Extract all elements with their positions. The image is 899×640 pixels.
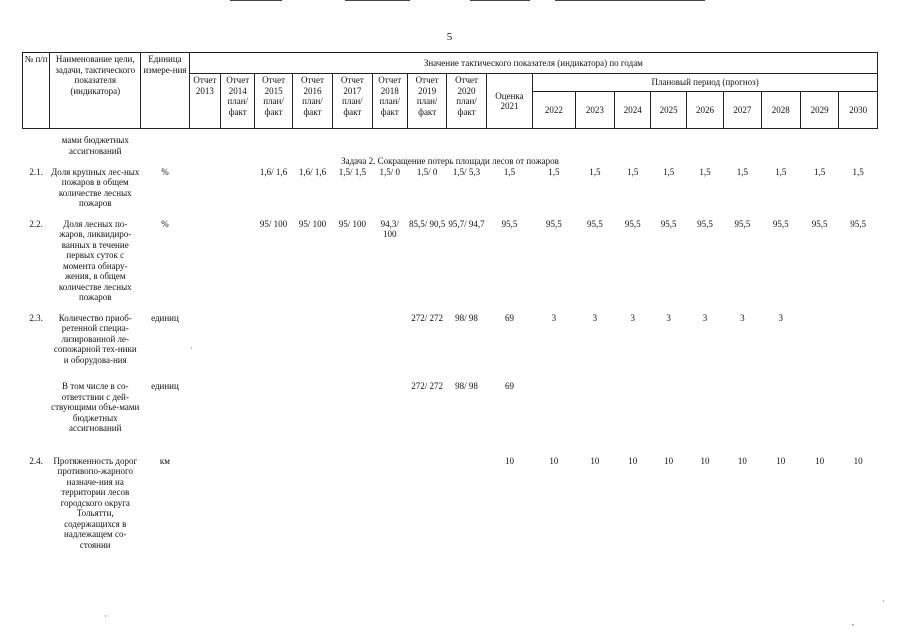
year-header: 2030 <box>839 92 878 129</box>
value-cell <box>800 313 838 366</box>
value-cell: 98/ 98 <box>455 381 478 391</box>
value-cell: 95,7/ 94,7 <box>448 218 485 229</box>
value-cell <box>189 381 220 434</box>
unit-cell: единиц <box>151 381 179 391</box>
value-cell: 10 <box>590 455 600 466</box>
year-header: 2029 <box>800 92 838 129</box>
value-cell: 3 <box>740 312 745 323</box>
value-cell: 1,5 <box>627 166 639 177</box>
value-cell <box>292 313 332 366</box>
value-cell: 1,5 <box>589 166 601 177</box>
row-number: 2.1. <box>29 166 43 177</box>
year-header: 2027 <box>724 92 761 129</box>
top-line <box>470 0 530 1</box>
col-name-header: Наименование цели, задачи, тактического показателя (индикатора) <box>50 53 141 129</box>
value-cell <box>839 381 878 434</box>
value-cell <box>800 381 838 434</box>
value-cell <box>651 381 686 434</box>
top-line <box>230 0 282 1</box>
values-header: Значение тактического показателя (индикатора) по годам <box>189 53 877 74</box>
indicator-table <box>22 52 878 550</box>
value-cell <box>255 313 292 366</box>
value-cell: 10 <box>776 455 786 466</box>
indicator-name: Протяженность дорог противопо-жарного назначе-ния на территории лесов городского округа Тольятти, содержащихся в надлежащем со-стоянии <box>53 455 138 550</box>
value-cell: 95/ 100 <box>298 218 327 229</box>
value-cell: 69 <box>504 312 514 323</box>
value-cell: 10 <box>504 455 514 466</box>
row-number: 2.3. <box>29 312 43 323</box>
value-cell: 94,3/ 100 <box>380 218 399 239</box>
year-header: 2025 <box>651 92 686 129</box>
value-cell: 95,5 <box>772 218 789 229</box>
value-cell: 98/ 98 <box>455 312 478 323</box>
value-cell: 1,5/ 5,3 <box>452 166 481 177</box>
report-2017-header: Отчет 2017 план/ факт <box>333 74 372 129</box>
carry-over-text: мами бюджетных ассигнований <box>61 135 129 156</box>
value-cell <box>189 313 220 366</box>
value-cell <box>189 456 220 551</box>
value-cell: 95,5 <box>850 218 867 229</box>
value-cell: 3 <box>666 312 671 323</box>
col-unit-header: Единица измере-ния <box>141 53 190 129</box>
value-cell: 3 <box>551 312 557 323</box>
report-2015-header: Отчет 2015 план/ факт <box>255 74 292 129</box>
value-cell <box>221 313 255 366</box>
value-cell <box>407 456 446 551</box>
value-cell: 85,5/ 90,5 <box>408 218 446 229</box>
value-cell <box>189 167 220 209</box>
value-cell <box>255 456 292 551</box>
year-header: 2022 <box>533 92 575 129</box>
table-row <box>23 456 878 551</box>
table-row <box>23 167 878 209</box>
value-cell <box>372 313 407 366</box>
value-cell: 1,5 <box>736 166 748 177</box>
table-row <box>23 381 878 434</box>
value-cell: 1,5 <box>814 166 826 177</box>
table-row <box>23 219 878 303</box>
value-cell <box>447 456 486 551</box>
scan-dot: · <box>882 597 885 606</box>
value-cell <box>724 381 761 434</box>
value-cell: 1,6/ 1,6 <box>259 166 288 177</box>
unit-cell: км <box>159 455 170 466</box>
value-cell: 95,5 <box>546 218 562 229</box>
value-cell <box>615 381 651 434</box>
value-cell <box>761 381 800 434</box>
year-header: 2026 <box>686 92 723 129</box>
report-2020-header: Отчет 2020 план/ факт <box>447 74 486 129</box>
unit-cell: % <box>161 166 169 177</box>
value-cell: 10 <box>628 455 638 466</box>
value-cell: 95,5 <box>734 218 751 229</box>
scan-dot: · <box>104 612 107 621</box>
value-cell <box>372 381 407 434</box>
scan-dot: · <box>190 344 193 353</box>
unit-cell: единиц <box>151 312 179 323</box>
value-cell <box>221 167 255 209</box>
year-header: 2028 <box>761 92 800 129</box>
value-cell: 1,5 <box>548 166 560 177</box>
value-cell <box>292 456 332 551</box>
value-cell: 95/ 100 <box>338 218 366 229</box>
value-cell: 10 <box>664 455 674 466</box>
report-2013-header: Отчет 2013 <box>189 74 220 129</box>
value-cell <box>221 456 255 551</box>
table-row <box>23 313 878 366</box>
year-header: 2024 <box>615 92 651 129</box>
value-cell: 3 <box>592 312 598 323</box>
value-cell: 1,5 <box>662 166 675 177</box>
value-cell <box>292 381 332 434</box>
value-cell: 1,5 <box>699 166 711 177</box>
value-cell <box>839 313 878 366</box>
value-cell <box>372 456 407 551</box>
value-cell: 95,5 <box>586 218 603 229</box>
report-2014-header: Отчет 2014 план/ факт <box>221 74 255 129</box>
col-no-header: № п/п <box>23 53 50 129</box>
indicator-name: Доля крупных лес-ных пожаров в общем количестве лесных пожаров <box>51 166 140 208</box>
value-cell <box>686 381 723 434</box>
value-cell: 95,5 <box>501 218 518 229</box>
value-cell: 95,5 <box>660 218 677 229</box>
value-cell: 10 <box>815 455 825 466</box>
indicator-name: Доля лесных по-жаров, ликвидиро-ванных в течение первых суток с момента обнару-жения, в общем количестве лесных пожаров <box>58 218 132 302</box>
value-cell <box>255 381 292 434</box>
indicator-name: В том числе в со-ответствии с дей-ствующими объе-мами бюджетных ассигнований <box>51 381 140 433</box>
value-cell: 3 <box>702 312 708 323</box>
report-2016-header: Отчет 2016 план/ факт <box>292 74 332 129</box>
value-cell: 95,5 <box>697 218 713 229</box>
value-cell: 3 <box>630 312 635 323</box>
value-cell: 1,6/ 1,6 <box>298 166 327 177</box>
unit-cell: % <box>161 218 169 229</box>
value-cell <box>189 219 220 303</box>
value-cell: 272/ 272 <box>411 381 443 391</box>
report-2018-header: Отчет 2018 план/ факт <box>372 74 407 129</box>
value-cell: 1,5 <box>775 166 787 177</box>
value-cell: 69 <box>504 381 514 391</box>
value-cell: 1,5 <box>503 166 516 177</box>
value-cell <box>333 313 372 366</box>
value-cell: 10 <box>853 455 863 466</box>
value-cell <box>575 381 614 434</box>
forecast-header: Плановый период (прогноз) <box>533 74 878 92</box>
estimate-2021-header: Оценка 2021 <box>486 74 532 129</box>
value-cell: 10 <box>700 455 710 466</box>
value-cell <box>333 381 372 434</box>
task-2-title: Задача 2. Сокращение потерь площади лесов от пожаров <box>341 156 559 166</box>
value-cell: 272/ 272 <box>411 312 443 323</box>
row-number: 2.2. <box>29 218 43 229</box>
year-header: 2023 <box>575 92 614 129</box>
value-cell: 95,5 <box>624 218 641 229</box>
value-cell: 1,5/ 0 <box>416 166 438 177</box>
report-2019-header: Отчет 2019 план/ факт <box>407 74 446 129</box>
value-cell: 1,5 <box>852 166 864 177</box>
value-cell <box>221 219 255 303</box>
value-cell: 95/ 100 <box>259 218 288 229</box>
value-cell <box>221 381 255 434</box>
value-cell: 10 <box>737 455 747 466</box>
value-cell: 1,5/ 1,5 <box>338 166 366 177</box>
row-number <box>23 381 50 434</box>
value-cell <box>533 381 575 434</box>
value-cell: 3 <box>778 312 783 323</box>
value-cell <box>333 456 372 551</box>
top-line <box>345 0 410 1</box>
value-cell: 1,5/ 0 <box>379 166 400 177</box>
scan-dot: , <box>852 618 854 627</box>
top-line <box>555 0 705 1</box>
row-number: 2.4. <box>29 455 43 466</box>
value-cell: 95,5 <box>811 218 828 229</box>
indicator-name: Количество приоб-ретенной специа-лизированной ле-сопожарной тех-ники и оборудова-ния <box>53 312 137 365</box>
value-cell: 10 <box>549 455 559 466</box>
page-number: 5 <box>446 31 453 43</box>
